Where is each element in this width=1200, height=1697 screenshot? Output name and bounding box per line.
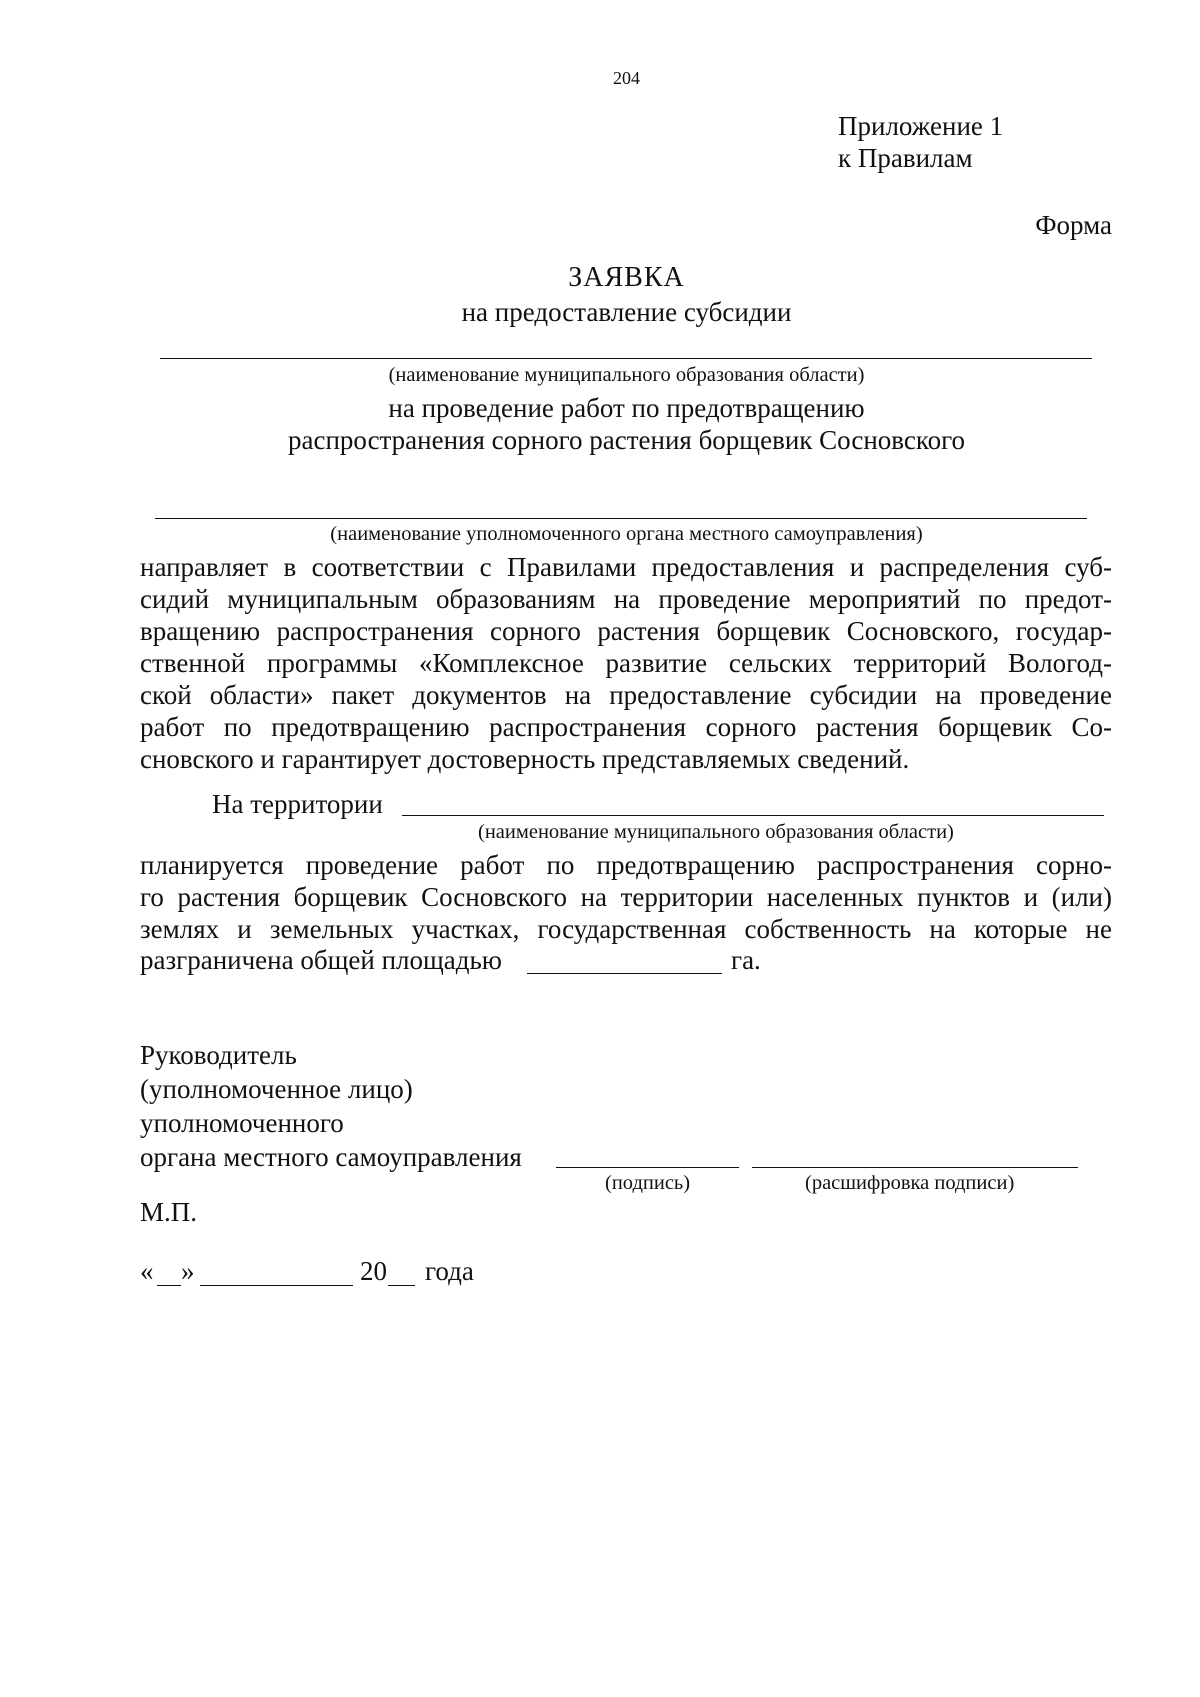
territory-caption: (наименование муниципального образования области) xyxy=(478,821,954,843)
body-line: сидий муниципальным образованиям на проведение мероприятий по предот- xyxy=(140,584,1112,614)
date-year-suffix: года xyxy=(425,1256,474,1286)
planned-line: землях и земельных участках, государственная собственность на которые не xyxy=(140,914,1112,944)
date-open-quote: « xyxy=(140,1256,154,1286)
body-line: работ по предотвращению распространения сорного растения борщевик Со- xyxy=(140,712,1112,742)
date-year-prefix: 20 xyxy=(360,1256,387,1286)
body-paragraph xyxy=(140,551,1112,775)
authority-caption: (наименование уполномоченного органа местного самоуправления) xyxy=(330,523,923,545)
area-blank-line xyxy=(527,973,722,974)
body-line: ской области» пакет документов на предоставление субсидии на проведение xyxy=(140,680,1112,710)
planned-line: го растения борщевик Сосновского на территории населенных пунктов и (или) xyxy=(140,882,1112,912)
body-line: ственной программы «Комплексное развитие сельских территорий Вологод- xyxy=(140,648,1112,678)
signature-caption: (подпись) xyxy=(605,1172,691,1194)
purpose-line-1: на проведение работ по предотвращению xyxy=(388,393,865,423)
date-month-blank xyxy=(200,1285,353,1286)
signature-blank-line xyxy=(556,1167,739,1168)
decoding-caption: (расшифровка подписи) xyxy=(805,1172,1015,1194)
decoding-blank-line xyxy=(752,1167,1078,1168)
document-subtitle: на предоставление субсидии xyxy=(461,297,792,327)
authority-blank-line xyxy=(155,518,1087,519)
territory-blank-line xyxy=(402,815,1104,816)
date-day-blank xyxy=(157,1285,181,1286)
area-unit: га. xyxy=(731,945,761,975)
planned-line: планируется проведение работ по предотвращению распространения сорно- xyxy=(140,850,1112,880)
appendix-line-2: к Правилам xyxy=(838,143,973,173)
body-line: направляет в соответствии с Правилами предоставления и распределения суб- xyxy=(140,552,1112,582)
form-label: Форма xyxy=(1035,210,1112,240)
signature-line-2: (уполномоченное лицо) xyxy=(140,1074,413,1104)
municipality-caption: (наименование муниципального образования области) xyxy=(388,364,865,386)
area-prefix: разграничена общей площадью xyxy=(140,945,502,975)
date-close-quote: » xyxy=(181,1256,195,1286)
signature-block xyxy=(140,1038,522,1174)
body-line: вращению распространения сорного растения борщевик Сосновского, государ- xyxy=(140,616,1112,646)
appendix-line-1: Приложение 1 xyxy=(838,111,1004,141)
territory-label: На территории xyxy=(212,789,383,819)
planned-paragraph xyxy=(140,849,1112,945)
purpose-line-2: распространения сорного растения борщевик Сосновского xyxy=(287,425,965,455)
appendix-reference xyxy=(838,110,1003,174)
stamp-label: М.П. xyxy=(140,1197,198,1227)
date-year-blank xyxy=(388,1285,415,1286)
municipality-blank-line xyxy=(160,358,1092,359)
document-title: ЗАЯВКА xyxy=(568,262,685,293)
body-line: сновского и гарантирует достоверность представляемых сведений. xyxy=(140,744,910,774)
signature-line-1: Руководитель xyxy=(140,1040,297,1070)
signature-line-4: органа местного самоуправления xyxy=(140,1142,522,1172)
page-number: 204 xyxy=(613,68,640,88)
signature-line-3: уполномоченного xyxy=(140,1108,344,1138)
